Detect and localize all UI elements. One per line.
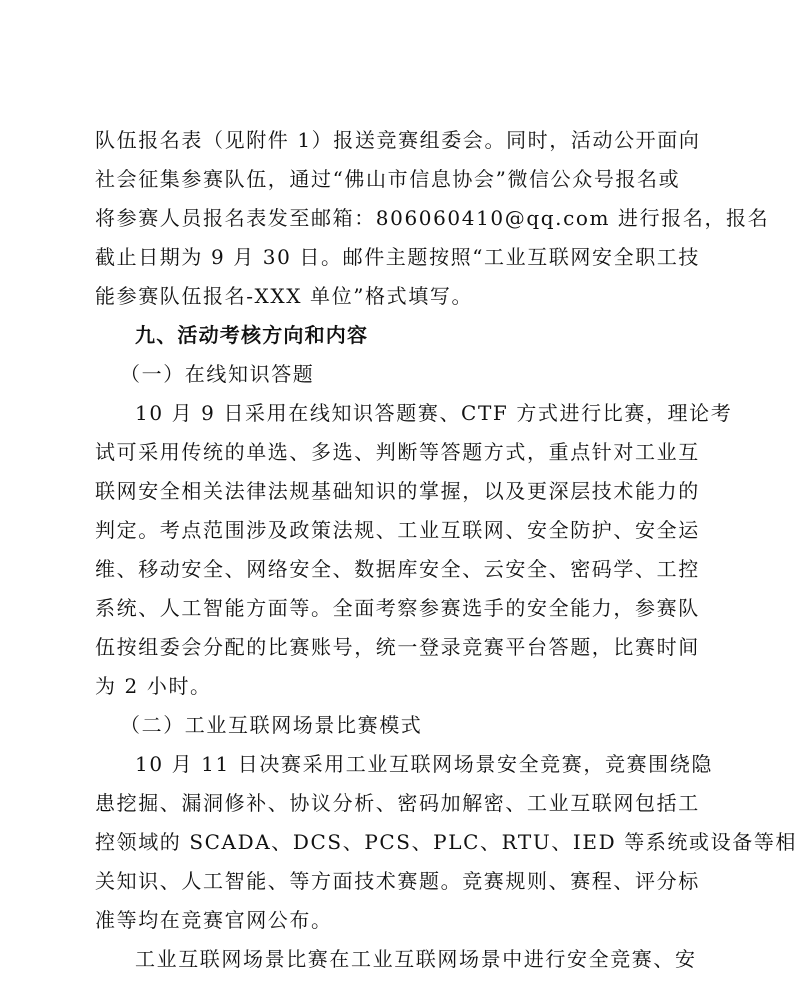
body-line: 为 2 小时。: [95, 674, 212, 698]
body-line: 患挖掘、漏洞修补、协议分析、密码加解密、工业互联网包括工: [95, 791, 700, 815]
body-line: 10 月 9 日采用在线知识答题赛、CTF 方式进行比赛，理论考: [135, 401, 733, 425]
section-heading: 九、活动考核方向和内容: [135, 323, 369, 347]
body-line: 系统、人工智能方面等。全面考察参赛选手的安全能力，参赛队: [95, 596, 700, 620]
subsection-heading: （二）工业互联网场景比赛模式: [120, 713, 423, 737]
body-line: 工业互联网场景比赛在工业互联网场景中进行安全竞赛、安: [135, 947, 697, 971]
body-line: 将参赛人员报名表发至邮箱：806060410@qq.com 进行报名，报名: [95, 206, 770, 230]
body-line: 判定。考点范围涉及政策法规、工业互联网、安全防护、安全运: [95, 518, 700, 542]
body-line: 伍按组委会分配的比赛账号，统一登录竞赛平台答题，比赛时间: [95, 635, 700, 659]
body-line: 10 月 11 日决赛采用工业互联网场景安全竞赛，竞赛围绕隐: [135, 752, 713, 776]
body-line: 社会征集参赛队伍，通过“佛山市信息协会”微信公众号报名或: [95, 167, 681, 191]
body-line: 关知识、人工智能、等方面技术赛题。竞赛规则、赛程、评分标: [95, 869, 700, 893]
body-line: 联网安全相关法律法规基础知识的掌握，以及更深层技术能力的: [95, 479, 700, 503]
body-line: 维、移动安全、网络安全、数据库安全、云安全、密码学、工控: [95, 557, 700, 581]
body-line: 控领域的 SCADA、DCS、PCS、PLC、RTU、IED 等系统或设备等相: [95, 830, 797, 854]
body-line: 试可采用传统的单选、多选、判断等答题方式，重点针对工业互: [95, 440, 700, 464]
body-line: 能参赛队伍报名-XXX 单位”格式填写。: [95, 284, 474, 308]
subsection-heading: （一）在线知识答题: [120, 362, 315, 386]
body-line: 队伍报名表（见附件 1）报送竞赛组委会。同时，活动公开面向: [95, 128, 701, 152]
body-line: 准等均在竞赛官网公布。: [95, 908, 333, 932]
body-line: 截止日期为 9 月 30 日。邮件主题按照“工业互联网安全职工技: [95, 245, 701, 269]
